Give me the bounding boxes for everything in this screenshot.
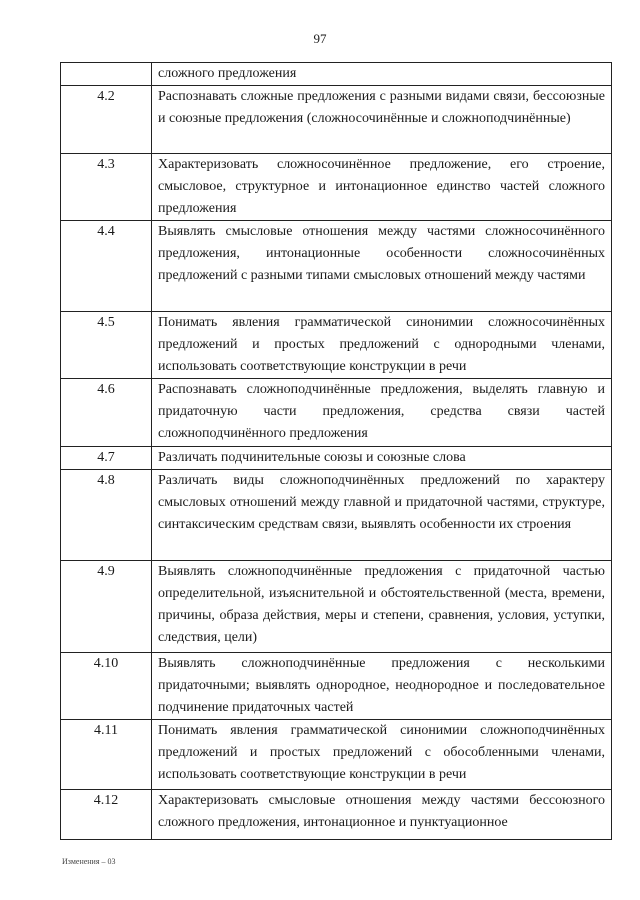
page-number: 97 [313,31,327,46]
row-text: Выявлять сложноподчинённые предложения с несколькими придаточными; выявлять однородное, неоднородное и последовательное подчинение придаточных частей [152,653,612,720]
table-row [61,379,612,447]
row-number: 4.8 [61,470,152,561]
row-number: 4.5 [61,312,152,379]
row-text: Понимать явления грамматической синонимии сложносочинённых предложений и простых предложений с однородными членами, использовать соответствующие конструкции в речи [152,312,612,379]
row-text: сложного предложения [152,63,612,86]
row-text: Понимать явления грамматической синонимии сложноподчинённых предложений и простых предложений с обособленными членами, использовать соответствующие конструкции в речи [152,720,612,790]
table-row [61,221,612,312]
row-text: Различать подчинительные союзы и союзные слова [152,447,612,470]
table-row [61,790,612,840]
table-row [61,63,612,86]
table-row [61,312,612,379]
row-number: 4.6 [61,379,152,447]
row-number: 4.11 [61,720,152,790]
row-number: 4.10 [61,653,152,720]
row-number: 4.2 [61,86,152,154]
table-row [61,447,612,470]
revision-footer: Изменения – 03 [62,857,116,866]
row-number: 4.4 [61,221,152,312]
table-row [61,86,612,154]
row-number [61,63,152,86]
row-text: Выявлять смысловые отношения между частями сложносочинённого предложения, интонационные особенности сложносочинённых предложений с разными типами смысловых отношений между частями [152,221,612,312]
row-number: 4.9 [61,561,152,653]
row-text: Распознавать сложноподчинённые предложения, выделять главную и придаточную части предложения, средства связи частей сложноподчинённого предложения [152,379,612,447]
table-row [61,154,612,221]
table-row [61,561,612,653]
row-text: Характеризовать смысловые отношения между частями бессоюзного сложного предложения, интонационное и пунктуационное [152,790,612,840]
row-number: 4.3 [61,154,152,221]
table-row [61,720,612,790]
row-number: 4.12 [61,790,152,840]
row-number: 4.7 [61,447,152,470]
row-text: Распознавать сложные предложения с разными видами связи, бессоюзные и союзные предложения (сложносочинённые и сложноподчинённые) [152,86,612,154]
row-text: Выявлять сложноподчинённые предложения с придаточной частью определительной, изъяснительной и обстоятельственной (места, времени, причины, образа действия, меры и степени, сравнения, условия, уступки, следствия, цели) [152,561,612,653]
requirements-table [60,62,612,840]
row-text: Различать виды сложноподчинённых предложений по характеру смысловых отношений между главной и придаточной частями, структуре, синтаксическим средствам связи, выявлять особенности их строения [152,470,612,561]
table-row [61,470,612,561]
row-text: Характеризовать сложносочинённое предложение, его строение, смысловое, структурное и интонационное единство частей сложного предложения [152,154,612,221]
table-row [61,653,612,720]
